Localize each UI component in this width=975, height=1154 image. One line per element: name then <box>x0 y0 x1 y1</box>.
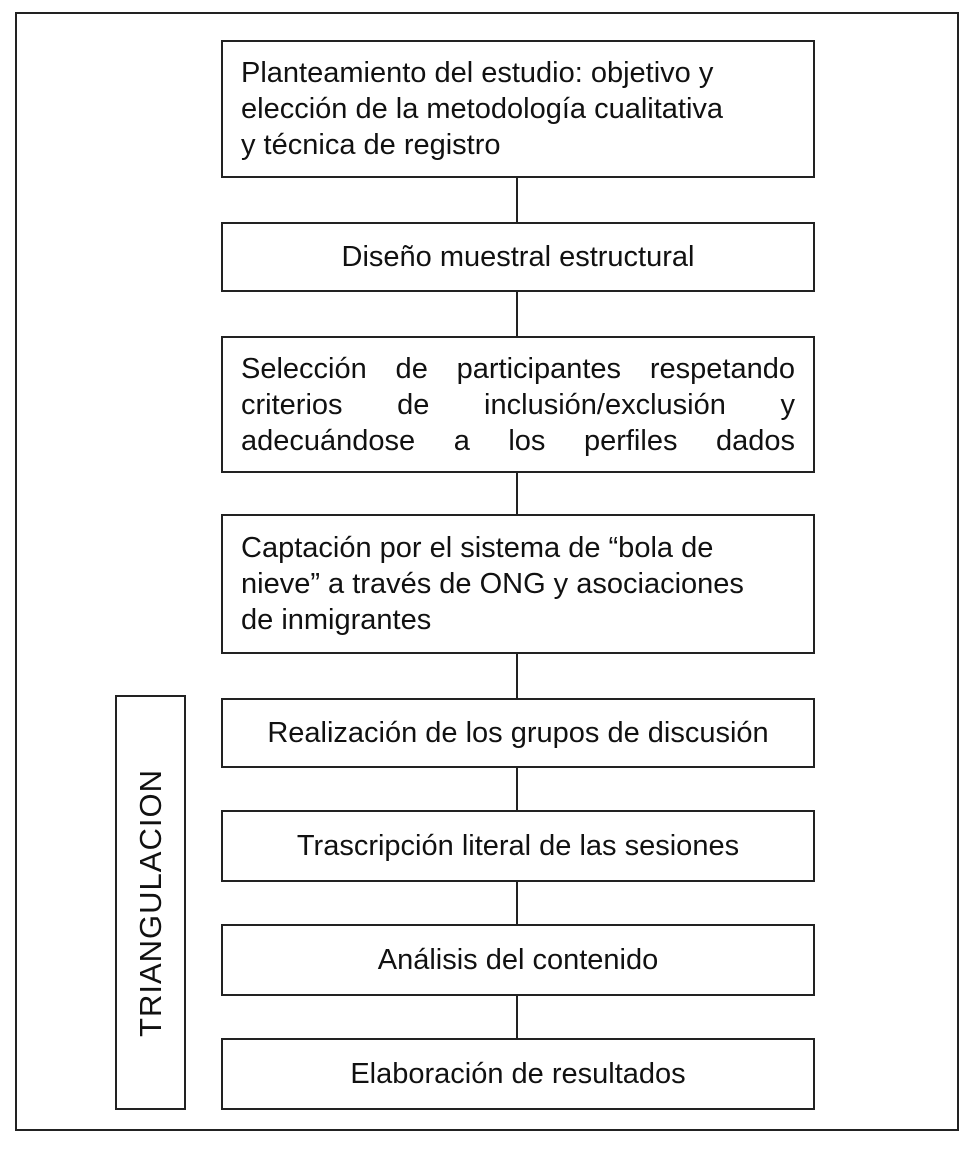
step-1-line-2: elección de la metodología cualitativa <box>241 93 724 125</box>
step-6-text: Trascripción literal de las sesiones <box>296 830 740 862</box>
step-7-text: Análisis del contenido <box>377 944 659 976</box>
step-2-text: Diseño muestral estructural <box>341 241 695 273</box>
connector-1-2 <box>516 176 518 224</box>
step-1-line-1: Planteamiento del estudio: objetivo y <box>241 57 714 89</box>
step-4-line-3: de inmigrantes <box>241 604 432 636</box>
step-captacion <box>221 514 815 654</box>
connector-3-4 <box>516 471 518 516</box>
step-1-line-3: y técnica de registro <box>241 129 501 161</box>
triangulation-box <box>115 695 186 1110</box>
connector-7-8 <box>516 994 518 1040</box>
step-4-line-2: nieve” a través de ONG y asociaciones <box>241 568 744 600</box>
step-3-line-3: adecuándose a los perfiles dados <box>241 424 795 457</box>
connector-4-5 <box>516 652 518 700</box>
step-3-line-2: criterios de inclusión/exclusión y <box>241 388 795 421</box>
step-elaboracion-resultados <box>221 1038 815 1110</box>
step-3-line-1: Selección de participantes respetando <box>241 352 795 385</box>
step-diseno-muestral <box>221 222 815 292</box>
step-trascripcion <box>221 810 815 882</box>
step-8-text: Elaboración de resultados <box>350 1058 686 1090</box>
step-analisis-contenido <box>221 924 815 996</box>
step-planteamiento <box>221 40 815 178</box>
step-4-line-1: Captación por el sistema de “bola de <box>241 532 714 564</box>
connector-5-6 <box>516 766 518 812</box>
step-realizacion-grupos <box>221 698 815 768</box>
connector-2-3 <box>516 290 518 338</box>
step-5-text: Realización de los grupos de discusión <box>267 717 769 749</box>
connector-6-7 <box>516 880 518 926</box>
step-seleccion-participantes <box>221 336 815 473</box>
triangulation-label: TRIANGULACION <box>132 768 168 1037</box>
